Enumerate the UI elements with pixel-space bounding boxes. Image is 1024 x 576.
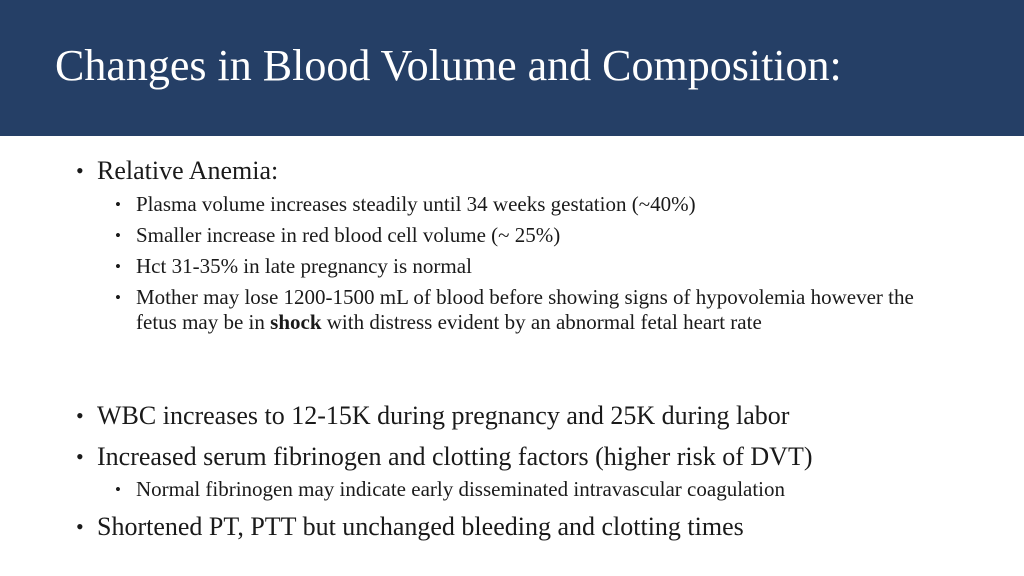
- sub-bullet-dot: •: [115, 288, 121, 307]
- sub-bullet-text: Normal fibrinogen may indicate early disseminated intravascular coagulation: [136, 477, 786, 501]
- bullet-text: WBC increases to 12-15K during pregnancy and 25K during labor: [97, 401, 790, 430]
- bullet-dot: •: [76, 514, 84, 539]
- sub-bullet-text: Smaller increase in red blood cell volume (~ 25%): [136, 223, 561, 247]
- bullet-dot: •: [76, 444, 84, 469]
- sub-bullet-text: Plasma volume increases steadily until 34 weeks gestation (~40%): [136, 192, 696, 216]
- blood-loss-text: Mother may lose 1200-1500 mL of blood before showing signs of hypovolemia however the fetus may be in: [136, 285, 914, 334]
- sub-bullet-dot: •: [115, 257, 121, 276]
- slide-title: Changes in Blood Volume and Composition:: [55, 41, 842, 90]
- bullet-dot: •: [76, 158, 84, 183]
- bullet-dot: •: [76, 403, 84, 428]
- bullet-text: Shortened PT, PTT but unchanged bleeding and clotting times: [97, 512, 744, 541]
- sub-bullet-dot: •: [115, 226, 121, 245]
- sub-bullet-dot: •: [115, 480, 121, 499]
- sub-bullet-text: [136, 285, 956, 335]
- shock-emphasis: shock: [270, 310, 322, 334]
- bullet-text: Relative Anemia:: [97, 156, 279, 185]
- sub-bullet-text: Hct 31-35% in late pregnancy is normal: [136, 254, 472, 278]
- bullet-text: Increased serum fibrinogen and clotting factors (higher risk of DVT): [97, 442, 813, 471]
- sub-bullet-dot: •: [115, 195, 121, 214]
- blood-loss-text-end: with distress evident by an abnormal fetal heart rate: [321, 310, 762, 334]
